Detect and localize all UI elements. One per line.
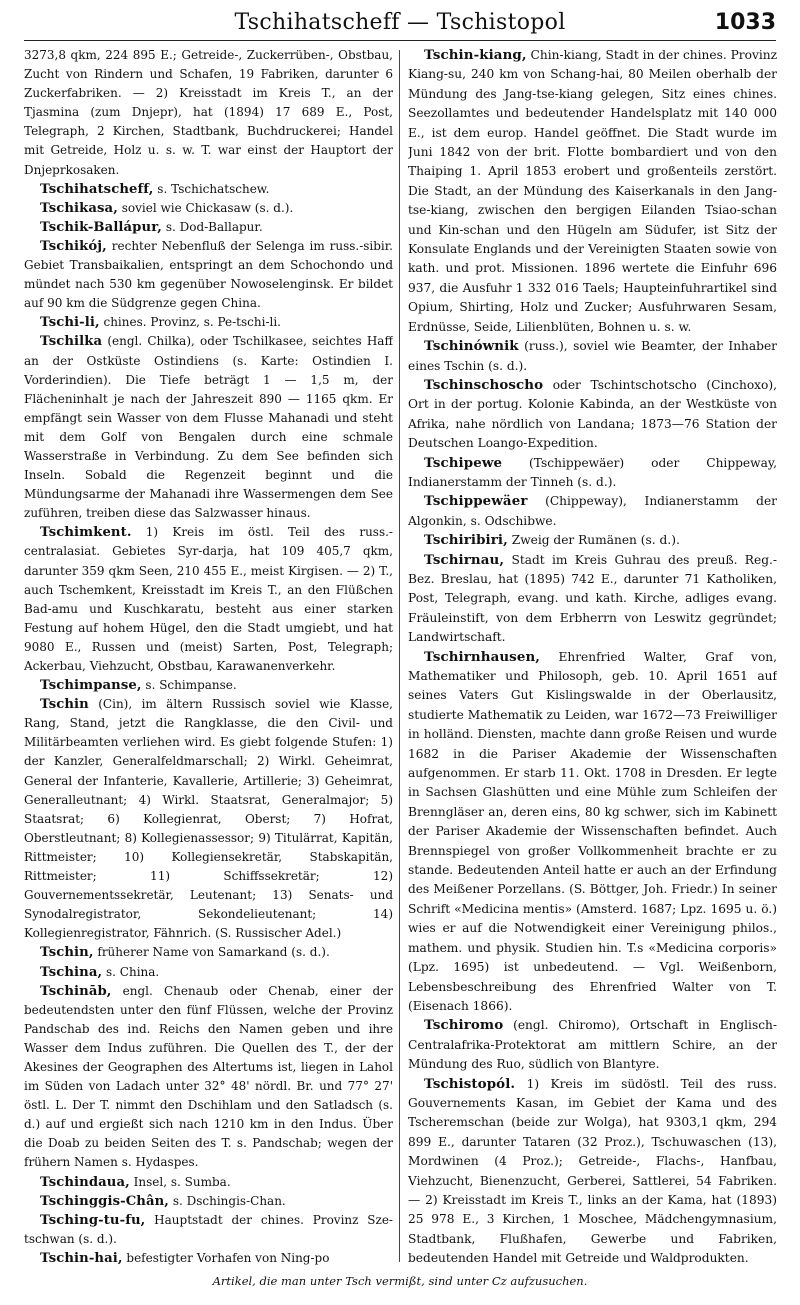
dictionary-entry (408, 46, 777, 337)
entry-headword: Tschin, (40, 945, 94, 961)
entry-headword: Tschin (40, 697, 89, 713)
entry-text: s. Dschingis-Chan. (172, 1193, 286, 1208)
dictionary-entry (24, 199, 393, 218)
entry-headword: Tschirnau, (424, 551, 505, 568)
entry-text: engl. Chenaub oder Chenab, einer der bedeutendsten unter den fünf Flüssen, welche der Provinz Pandschab des ind. Reichs den Namen geben und ihre Wasser dem Indus zuführen. Die Quellen des T., der der Akesines der Geographen des Altertums ist, liegen in Lahol im Süden von Ladach unter 32° 48' nördl. Br. und 77° 27' östl. L. Der T. nimmt den Dschihlam und den Satladsch (s. d.) auf und ergießt sich nach 1210 km in den Indus. Über die Doab zu beiden Seiten des T. s. Pandschab; wegen der frühern Namen s. Hydaspes. (24, 983, 393, 1170)
guide-words: Tschihatscheff — Tschistopol (234, 10, 566, 35)
dictionary-entry (24, 523, 393, 676)
entry-headword: Tschippewäer (424, 493, 528, 510)
entry-text: (Tschippewäer) oder Chippeway, Indianerstamm der Tinneh (s. d.). (408, 455, 777, 489)
entry-headword: Tschinggis-Chân, (40, 1193, 169, 1209)
entry-text: Insel, s. Sumba. (133, 1174, 231, 1189)
dictionary-entry (408, 376, 777, 454)
dictionary-entry (24, 982, 393, 1173)
entry-text: Zweig der Rumänen (s. d.). (511, 533, 680, 548)
entry-text: (Chippeway), Indianerstamm der Algonkin, s. Odschibwe. (408, 494, 777, 528)
entry-text: 3273,8 qkm, 224 895 E.; Getreide-, Zuckerrüben-, Obstbau, Zucht von Rindern und Schafen, 19 Fabriken, darunter 6 Zuckerfabriken. — 2) Kreisstadt im Kreis T., an der Tjasmina (zum Dnjepr), hat (1894) 17 689 E., Post, Telegraph, 2 Kirchen, Stadtbank, Buchdruckerei; Handel mit Getreide, Holz u. s. w. T. war einst der Hauptort der Dnjeprkosaken. (24, 48, 393, 177)
entry-text: s. Schimpanse. (145, 678, 237, 693)
entry-text: rechter Nebenfluß der Selenga im russ.-sibir. Gebiet Transbaikalien, entspringt an dem Schochondo und mündet nach 530 km gegenüber Nowoselenginsk. Er bildet auf 90 km die Südgrenze gegen China. (24, 238, 393, 311)
entry-text: Hauptstadt der chines. Provinz Sze-tschwan (s. d.). (24, 1212, 393, 1246)
dictionary-entry (408, 454, 777, 493)
dictionary-entry (24, 1211, 393, 1249)
entry-text: 1) Kreis im östl. Teil des russ.-centralasiat. Gebietes Syr-darja, hat 109 405,7 qkm, darunter 359 qkm Seen, 210 455 E., meist Kirgisen. — 2) T., auch Tschemkent, Kreisstadt im Kreis T., an den Flüßchen Bad-amu und Kuschkaratu, besteht aus einer starken Festung auf hohem Hügel, den die Stadt umgiebt, und hat 9080 E., Russen und (meist) Sarten, Post, Telegraph; Ackerbau, Viehzucht, Obstbau, Karawanenverkehr. (24, 525, 393, 673)
dictionary-entry (408, 1016, 777, 1074)
entry-headword: Tschin-hai, (40, 1250, 123, 1266)
entry-text: soviel wie Chickasaw (s. d.). (121, 200, 294, 215)
dictionary-entry (408, 648, 777, 1017)
dictionary-entry (24, 676, 393, 695)
dictionary-entry (408, 337, 777, 376)
dictionary-entry (24, 1249, 393, 1268)
right-column (408, 46, 777, 1268)
entry-text: s. China. (106, 964, 160, 979)
entry-headword: Tschinschoscho (424, 376, 544, 393)
entry-headword: Tschipewe (424, 454, 503, 471)
entry-headword: Tschik-Ballápur, (40, 219, 162, 235)
entry-headword: Tschimkent. (40, 525, 132, 541)
page-number: 1033 (714, 10, 776, 35)
footer-note: Artikel, die man unter Tsch vermißt, sind unter Cz aufzusuchen. (212, 1274, 588, 1288)
entry-text: (Cin), im ältern Russisch soviel wie Klasse, Rang, Stand, jetzt die Rangklasse, die den Civil- und Militärbeamten verliehen wird. Es giebt folgende Stufen: 1) der Kanzler, Generalfeldmarschall; 2) Wirkl. Geheimrat, General der Infanterie, Kavallerie, Artillerie; 3) Geheimrat, Generalleutnant; 4) Wirkl. Staatsrat, Generalmajor; 5) Staatsrat; 6) Kollegienrat, Oberst; 7) Hofrat, Oberstleutnant; 8) Kollegienassessor; 9) Titulärrat, Kapitän, Rittmeister; 10) Kollegiensekretär, Stabskapitän, Rittmeister; 11) Schiffssekretär; 12) Gouvernementssekretär, Leutenant; 13) Senats- und Synodalregistrator, Sekondelieutenant; 14) Kollegienregistrator, Fähnrich. (S. Russischer Adel.) (24, 697, 393, 941)
entry-text: (engl. Chiromo), Ortschaft in Englisch-Centralafrika-Protektorat am mittlern Schire, an der Mündung des Ruo, südlich von Blantyre. (408, 1018, 777, 1072)
column-divider (399, 50, 400, 1262)
entry-headword: Tschirnhausen, (424, 648, 541, 665)
dictionary-entry (24, 695, 393, 943)
dictionary-entry (24, 943, 393, 962)
entry-text: Chin-kiang, Stadt in der chines. Provinz Kiang-su, 240 km von Schang-hai, 80 Meilen oberhalb der Mündung des Jang-tse-kiang gelegen, Sitz eines chines. Seezollamtes und bedeutender Handelsplatz mit 140 000 E., ist dem europ. Handel geöffnet. Die Stadt wurde im Juni 1842 von der brit. Flotte bombardiert und von den Thaiping 1. April 1853 erobert und großenteils zerstört. Die Stadt, an der Mündung des Kaiserkanals in den Jang-tse-kiang, zwischen den bergigen Eilanden Tsiao-schan und Kin-schan und den Hügeln am Südufer, ist Sitz der Konsulate Englands und der Vereinigten Staaten sowie von kath. und prot. Missionen. 1896 wertete die Einfuhr 696 937, die Ausfuhr 1 332 016 Taels; Haupteinfuhrartikel sind Opium, Shirting, Holz und Zucker; Ausfuhrwaren Sesam, Erdnüsse, Seide, Lilienblüten, Bohnen u. s. w. (408, 48, 777, 334)
dictionary-entry (24, 237, 393, 313)
dictionary-entry (24, 313, 393, 332)
dictionary-entry (24, 180, 393, 199)
dictionary-entry (24, 332, 393, 523)
page-header (24, 6, 776, 41)
entry-text: befestigter Vorhafen von Ning-po (126, 1250, 330, 1265)
entry-text: chines. Provinz, s. Pe-tschi-li. (103, 315, 281, 330)
left-column (24, 46, 393, 1268)
entry-headword: Tschindaua, (40, 1174, 130, 1190)
dictionary-entry (24, 1192, 393, 1211)
entry-text: s. Dod-Ballapur. (165, 219, 263, 234)
dictionary-entry (408, 1075, 777, 1268)
entry-text: Ehrenfried Walter, Graf von, Mathematiker und Philosoph, geb. 10. April 1651 auf seines Vaters Gut Kislingswalde in der Oberlausitz, studierte Mathematik zu Leiden, war 1672—73 Freiwilliger in holländ. Diensten, machte dann große Reisen und wurde 1682 in die Pariser Akademie der Wissenschaften aufgenommen. Er starb 11. Okt. 1708 in Dresden. Er legte in Sachsen Glashütten und eine Mühle zum Schleifen der Brenngläser an, deren eins, 80 kg schwer, sich im Kabinett der Pariser Akademie der Wissenschaften befindet. Auch Brennspiegel von großer Vollkommenheit brachte er zu stande. Bedeutenden Anteil hatte er auch an der Erfindung des Meißener Porzellans. (S. Böttger, Joh. Friedr.) In seiner Schrift «Medicina mentis» (Amsterd. 1687; Lpz. 1695 u. ö.) wies er auf die Notwendigkeit einer Vereinigung philos., mathem. und physik. Studien hin. T.s «Medicina corporis» (Lpz. 1695) ist unbedeutend. — Vgl. Weißenborn, Lebensbeschreibung des Ehrenfried Walter von T. (Eisenach 1866). (408, 649, 777, 1013)
entry-headword: Tschimpanse, (40, 678, 142, 694)
entry-headword: Tschistopól. (424, 1075, 516, 1092)
dictionary-entry (24, 46, 393, 180)
dictionary-entry (24, 218, 393, 237)
entry-text: s. Tschichatschew. (157, 181, 270, 196)
dictionary-entry (24, 1173, 393, 1192)
entry-headword: Tschinównik (424, 338, 519, 355)
entry-headword: Tschi-li, (40, 315, 100, 331)
entry-headword: Tschilka (40, 334, 103, 350)
entry-text: Stadt im Kreis Guhrau des preuß. Reg.-Bez. Breslau, hat (1895) 742 E., darunter 71 Katholiken, Post, Telegraph, evang. und kath. Kirche, adliges evang. Fräuleinstift, von dem Erbherrn von Leswitz gegründet; Landwirtschaft. (408, 552, 777, 645)
entry-headword: Tschināb, (40, 983, 112, 999)
dictionary-entry (408, 551, 777, 648)
entry-headword: Tschin-kiang, (424, 47, 527, 63)
entry-text: (russ.), soviel wie Beamter, der Inhaber eines Tschin (s. d.). (408, 339, 777, 373)
entry-headword: Tschikasa, (40, 200, 118, 216)
entry-text: (engl. Chilka), oder Tschilkasee, seichtes Haff an der Ostküste Ostindiens (s. Karte: Ostindien I. Vorderindien). Die Tiefe beträgt 1 — 1,5 m, der Flächeninhalt je nach der Jahreszeit 890 — 1165 qkm. Er empfängt sein Wasser von dem Flusse Mahanadi und steht mit dem Golf von Bengalen durch eine schmale Wasserstraße in Verbindung. Zu dem See befinden sich Inseln. Sobald die Regenzeit beginnt und die Mündungsarme der Mahanadi ihre Wassermengen dem See zuführen, treiben diese das Salzwasser hinaus. (24, 334, 393, 521)
entry-headword: Tschiromo (424, 1017, 504, 1034)
dictionary-entry (24, 963, 393, 982)
dictionary-entry (408, 531, 777, 550)
dictionary-entry (408, 492, 777, 531)
entry-headword: Tschiribiri, (424, 532, 508, 549)
entry-headword: Tschikój, (40, 238, 107, 254)
entry-headword: Tschihatscheff, (40, 181, 154, 197)
entry-headword: Tschina, (40, 964, 103, 980)
entry-text: 1) Kreis im südöstl. Teil des russ. Gouvernements Kasan, im Gebiet der Kama und des Tscheremschan (beide zur Wolga), hat 9303,1 qkm, 294 899 E., darunter Tataren (32 Proz.), Tschuwaschen (13), Mordwinen (4 Proz.); Getreide-, Flachs-, Hanfbau, Viehzucht, Bienenzucht, Gerberei, Sattlerei, 54 Fabriken. — 2) Kreisstadt im Kreis T., links an der Kama, hat (1893) 25 978 E., 3 Kirchen, 1 Moschee, Mädchengymnasium, Stadtbank, Flußhafen, Gewerbe und Fabriken, bedeutenden Handel mit Getreide und Waldprodukten. (408, 1076, 777, 1266)
entry-headword: Tsching-tu-fu, (40, 1212, 146, 1228)
entry-text: früherer Name von Samarkand (s. d.). (97, 945, 330, 960)
entry-text: oder Tschintschotscho (Cinchoxo), Ort in der portug. Kolonie Kabinda, an der Westküste von Afrika, nahe nördlich von Landana; 1873—76 Station der Deutschen Loango-Expedition. (408, 377, 777, 451)
